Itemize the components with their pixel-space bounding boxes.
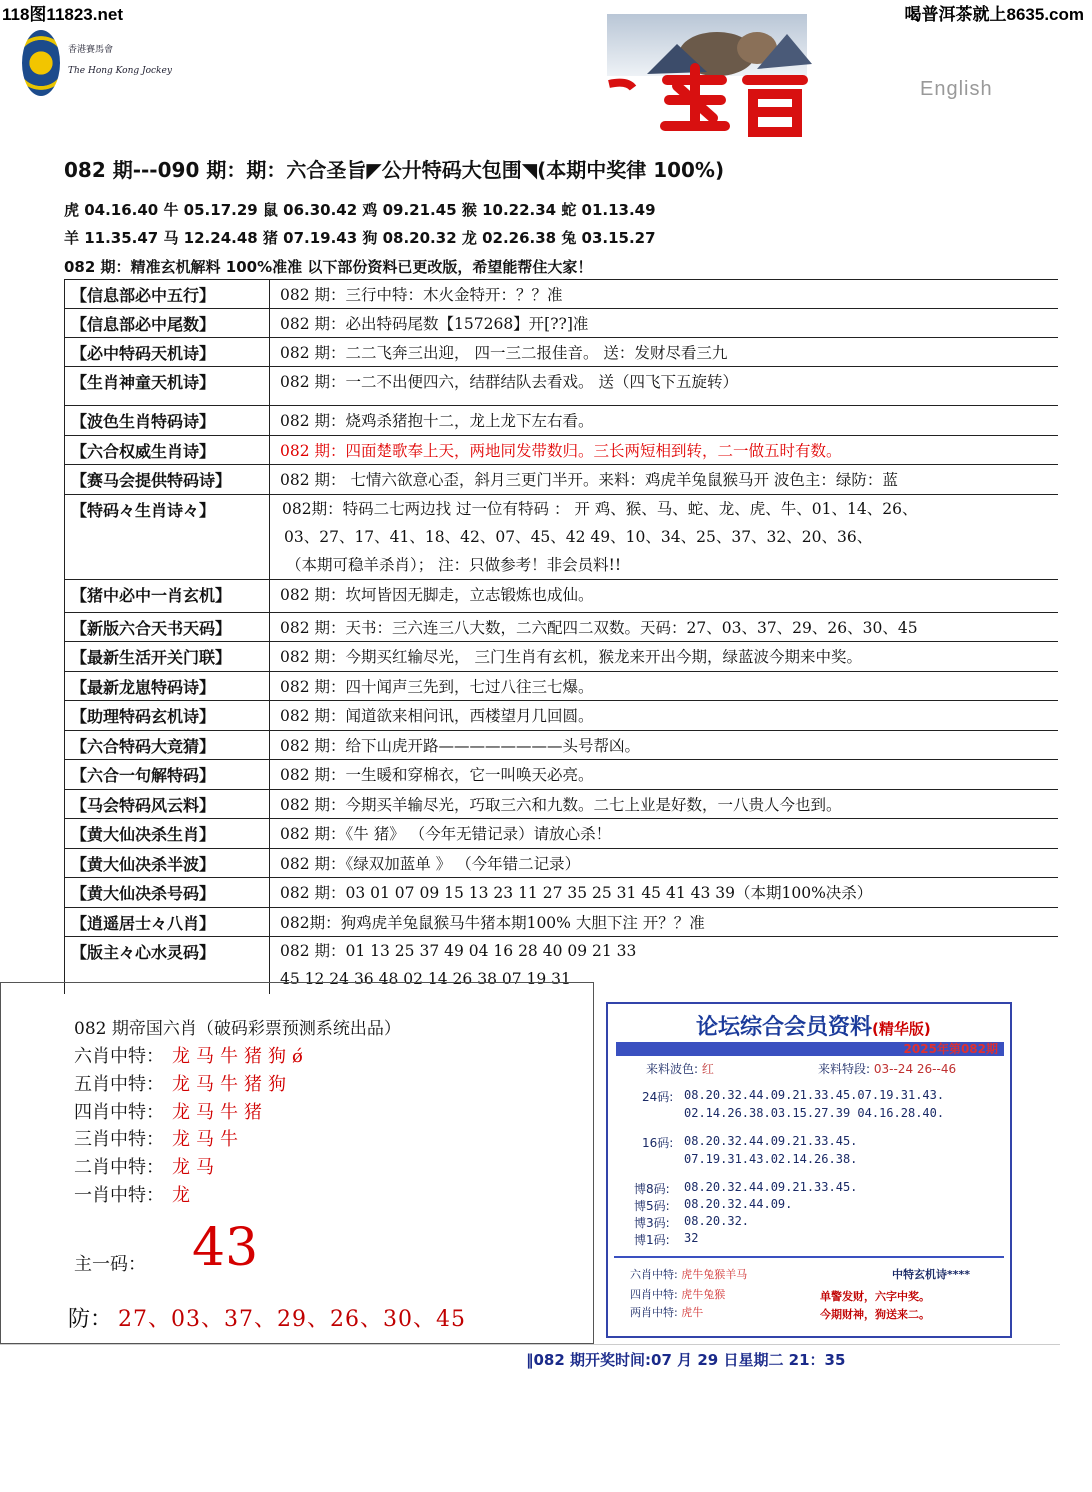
row-label: 【六合一句解特码】 xyxy=(64,760,270,789)
row-label: 【信息部必中五行】 xyxy=(64,280,270,308)
row-label: 【六合权威生肖诗】 xyxy=(64,436,270,464)
main-number: 43 xyxy=(192,1218,259,1278)
card-group-label: 博3码: xyxy=(634,1216,670,1230)
table-row xyxy=(64,367,1058,406)
bottom-divider xyxy=(0,1344,1060,1345)
row-label: 【特码々生肖诗々】 xyxy=(64,495,270,579)
six-row-label: 二肖中特： xyxy=(74,1157,164,1178)
six-row xyxy=(74,1070,292,1096)
logo-chinese: 香港賽馬會 xyxy=(68,45,114,55)
six-row xyxy=(74,1098,268,1124)
row-label: 【猪中必中一肖玄机】 xyxy=(64,580,270,612)
card-group-line: 08.20.32.44.09.21.33.45. xyxy=(684,1180,858,1194)
row-line: 082 期：01 13 25 37 49 04 16 28 40 09 21 33 xyxy=(280,942,637,960)
row-label: 【版主々心水灵码】 xyxy=(64,937,270,994)
intro-text: 082 期：精准玄机解料 100%准准 以下部份资料已更改版，希望能帮住大家！ xyxy=(64,258,593,276)
table-row xyxy=(64,878,1058,908)
card-zodiac-label: 四肖中特: xyxy=(630,1288,678,1301)
six-row-animals: 龙马牛 xyxy=(172,1129,244,1150)
row-value: 082 期：天书：三六连三八大数，二六配四二双数。天码：27、03、37、29、26、30、45 xyxy=(280,619,918,637)
table-row xyxy=(64,760,1058,790)
six-row-animals: 龙马牛猪 xyxy=(172,1102,268,1123)
card-group-line: 08.20.32.44.09. xyxy=(684,1197,793,1211)
table-row xyxy=(64,908,1058,937)
jockey-club-emblem-icon xyxy=(22,30,60,96)
row-value: 082 期：一二不出便四六，结群结队去看戏。 送（四飞下五旋转） xyxy=(280,373,738,391)
row-label: 【黄大仙决杀半波】 xyxy=(64,849,270,877)
row-value: 082 期：03 01 07 09 15 13 23 11 27 35 25 31 45 41 43 39（本期100%决杀） xyxy=(280,884,873,902)
row-label: 【六合特码大竞猜】 xyxy=(64,731,270,759)
row-line: （本期可稳羊杀肖）； 注：只做参考！非会员料!! xyxy=(286,556,622,574)
card-group-line: 08.20.32.44.09.21.33.45. xyxy=(684,1134,858,1148)
row-value: 082 期：坎坷皆因无脚走，立志锻炼也成仙。 xyxy=(280,586,594,604)
six-row-label: 四肖中特： xyxy=(74,1102,164,1123)
row-line: 03、27、17、41、18、42、07、45、42 49、10、34、25、37、32、20、36、 xyxy=(284,528,873,546)
row-value: 082 期：《牛 猪》 （今年无错记录）请放心杀！ xyxy=(280,825,612,843)
table-row xyxy=(64,672,1058,701)
row-value: 082 期：闻道欲来相问讯，西楼望月几回圆。 xyxy=(280,707,594,725)
row-value: 082 期：一生暖和穿棉衣，它一叫唤天必亮。 xyxy=(280,766,594,784)
card-zodiac-value: 虎牛兔猴 xyxy=(681,1288,726,1301)
member-info-card xyxy=(606,1002,1012,1338)
jockey-club-logo xyxy=(22,28,182,98)
zodiac-line-2: 羊 11.35.47 马 12.24.48 猪 07.19.43 狗 08.20.32 龙 02.26.38 兔 03.15.27 xyxy=(64,229,656,247)
table-row xyxy=(64,280,1058,309)
card-color-label: 来料波色: xyxy=(646,1062,699,1076)
card-poem-title: 中特玄机诗**** xyxy=(892,1268,971,1281)
defense-label: 防： xyxy=(68,1307,113,1332)
six-row-animals: 龙马牛猪狗 xyxy=(172,1046,292,1067)
site-link-left[interactable]: 118图11823.net xyxy=(2,5,123,24)
row-value: 082 期：《绿双加蓝单 》 （今年错二记录） xyxy=(280,855,581,873)
logo-english: The Hong Kong Jockey xyxy=(68,66,172,76)
banner-art xyxy=(607,14,842,138)
card-title-main: 论坛综合会员资料 xyxy=(696,1015,873,1040)
six-row-animals: 龙马 xyxy=(172,1157,220,1178)
card-group-label: 博1码: xyxy=(634,1233,670,1247)
card-zodiac-value: 虎牛 xyxy=(681,1306,704,1319)
card-poem-line: 单警发财，六字中奖。 xyxy=(820,1290,930,1303)
table-row xyxy=(64,495,1058,580)
defense-values: 27、03、37、29、26、30、45 xyxy=(118,1307,466,1332)
row-value: 082 期：今期买红输尽光， 三门生肖有玄机，猴龙来开出今期，绿蓝波今期来中奖。 xyxy=(280,648,862,666)
tips-table xyxy=(64,279,1058,994)
card-feature-value: 03--24 26--46 xyxy=(873,1062,957,1076)
draw-time: ‖082 期开奖时间:07 月 29 日星期二 21：35 xyxy=(526,1351,846,1369)
card-title xyxy=(696,1010,931,1041)
card-group-label: 24码: xyxy=(642,1090,674,1104)
row-line: 45 12 24 36 48 02 14 26 38 07 19 31 xyxy=(280,970,571,988)
table-row xyxy=(64,436,1058,465)
row-label: 【生肖神童天机诗】 xyxy=(64,367,270,405)
row-value: 082 期：今期买羊输尽光，巧取三六和九数。二七上业是好数，一八贵人今也到。 xyxy=(280,796,842,814)
card-zodiac-label: 两肖中特: xyxy=(630,1306,678,1319)
table-row xyxy=(64,613,1058,642)
row-label: 【黄大仙决杀生肖】 xyxy=(64,819,270,848)
card-title-sub: (精华版) xyxy=(872,1020,931,1038)
row-value: 082 期：烧鸡杀猪抱十二，龙上龙下左右看。 xyxy=(280,412,594,430)
row-label: 【必中特码天机诗】 xyxy=(64,338,270,366)
six-row xyxy=(74,1153,220,1179)
six-row-animals: 龙 xyxy=(172,1185,196,1206)
table-row xyxy=(64,338,1058,367)
row-value: 082 期： 七情六欲意心歪，斜月三更门半开。来料：鸡虎羊兔鼠猴马开 波色主：绿防：蓝 xyxy=(280,471,898,489)
card-zodiac-row xyxy=(630,1266,747,1282)
six-row-label: 三肖中特： xyxy=(74,1129,164,1150)
six-row-mark: ǿ xyxy=(292,1046,303,1067)
row-value-multiline xyxy=(64,495,1058,579)
row-label: 【马会特码风云料】 xyxy=(64,790,270,818)
card-issue: 2025年第082期 xyxy=(903,1042,998,1056)
card-group-label: 16码: xyxy=(642,1136,674,1150)
card-zodiac-value: 虎牛兔猴羊马 xyxy=(681,1268,748,1281)
row-value: 082 期：三行中特：木火金特开：？？准 xyxy=(280,286,563,304)
row-label: 【波色生肖特码诗】 xyxy=(64,406,270,435)
row-label: 【新版六合天书天码】 xyxy=(64,613,270,641)
card-color-row xyxy=(646,1060,714,1077)
row-label: 【赛马会提供特码诗】 xyxy=(64,465,270,494)
card-zodiac-row xyxy=(630,1286,725,1302)
table-row xyxy=(64,406,1058,436)
card-poem-line: 今期财神，狗送来二。 xyxy=(820,1308,930,1321)
card-group-line: 07.19.31.43.02.14.26.38. xyxy=(684,1152,858,1166)
table-row xyxy=(64,701,1058,731)
card-color-value: 红 xyxy=(701,1062,714,1076)
defense-numbers xyxy=(68,1302,466,1333)
row-line: 082期：特码二七两边找 过一位有特码 ： 开 鸡、猴、马、蛇、龙、虎、牛、01、14、26、 xyxy=(282,500,918,518)
zodiac-line-1: 虎 04.16.40 牛 05.17.29 鼠 06.30.42 鸡 09.21.45 猴 10.22.34 蛇 01.13.49 xyxy=(64,201,656,219)
card-group-label: 博8码: xyxy=(634,1182,670,1196)
banner-image xyxy=(607,14,842,138)
row-label: 【最新生活开关门联】 xyxy=(64,642,270,671)
row-value: 082 期：四面楚歌奉上天，两地同发带数归。三长两短相到转，二一做五时有数。 xyxy=(280,442,842,460)
card-feature-row xyxy=(818,1060,956,1077)
table-row xyxy=(64,465,1058,495)
card-feature-label: 来料特段: xyxy=(818,1062,871,1076)
row-value: 082 期：四十闻声三先到，七过八往三七爆。 xyxy=(280,678,594,696)
row-value: 082 期：给下山虎开路————————头号帮凶。 xyxy=(280,737,641,755)
table-row xyxy=(64,309,1058,338)
table-row xyxy=(64,819,1058,849)
six-row xyxy=(74,1042,303,1068)
six-zodiac-title: 082 期帝国六肖（破码彩票预测系统出品） xyxy=(74,1019,401,1039)
main-number-label: 主一码： xyxy=(74,1254,146,1275)
row-label: 【逍遥居士々八肖】 xyxy=(64,908,270,936)
card-group-label: 博5码: xyxy=(634,1199,670,1213)
page-headline: 082 期---090 期：期：六合圣旨◤公廾特码大包围◥(本期中奖律 100%) xyxy=(64,158,725,182)
six-row xyxy=(74,1181,196,1207)
row-label: 【黄大仙决杀号码】 xyxy=(64,878,270,907)
table-row xyxy=(64,580,1058,613)
row-value: 082 期：必出特码尾数【157268】开[??]准 xyxy=(280,315,589,333)
table-row xyxy=(64,790,1058,819)
table-row xyxy=(64,731,1058,760)
card-zodiac-row xyxy=(630,1304,703,1320)
card-group-line: 08.20.32. xyxy=(684,1214,750,1228)
card-group-line: 02.14.26.38.03.15.27.39 04.16.28.40. xyxy=(684,1106,945,1120)
row-value: 082期：狗鸡虎羊兔鼠猴马牛猪本期100% 大胆下注 开？？准 xyxy=(280,914,705,932)
table-row xyxy=(64,642,1058,672)
six-row-animals: 龙马牛猪狗 xyxy=(172,1074,292,1095)
site-link-right[interactable]: 喝普洱茶就上8635.com xyxy=(904,5,1084,24)
card-zodiac-label: 六肖中特: xyxy=(630,1268,678,1281)
card-group-line: 08.20.32.44.09.21.33.45.07.19.31.43. xyxy=(684,1088,945,1102)
six-row-label: 六肖中特： xyxy=(74,1046,164,1067)
row-label: 【最新龙崽特码诗】 xyxy=(64,672,270,700)
english-link[interactable]: English xyxy=(920,78,993,100)
six-row xyxy=(74,1125,244,1151)
row-label: 【助理特码玄机诗】 xyxy=(64,701,270,730)
card-group-line: 32 xyxy=(684,1231,699,1245)
table-row xyxy=(64,849,1058,878)
card-divider xyxy=(614,1256,1004,1258)
row-value: 082 期：二二飞奔三出迎， 四一三二报佳音。 送：发财尽看三九 xyxy=(280,344,728,362)
row-label: 【信息部必中尾数】 xyxy=(64,309,270,337)
six-row-label: 五肖中特： xyxy=(74,1074,164,1095)
six-row-label: 一肖中特： xyxy=(74,1185,164,1206)
